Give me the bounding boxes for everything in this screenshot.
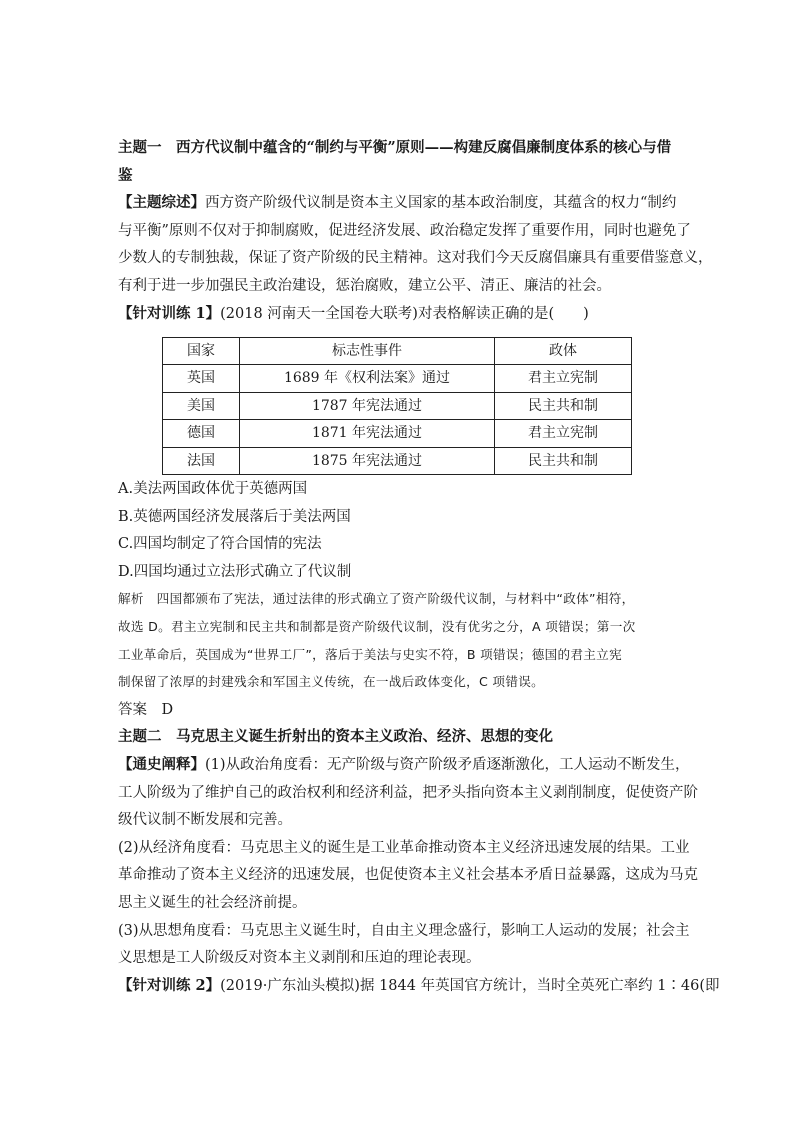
table-cell: 1689 年《权利法案》通过 [240, 365, 495, 393]
table-cell: 君主立宪制 [495, 420, 632, 448]
topic1-summary-line [118, 191, 678, 215]
table-header-cell: 标志性事件 [240, 337, 495, 365]
table-header-cell: 国家 [163, 337, 240, 365]
paragraph-text: 革命推动了资本主义经济的迅速发展，也促使资本主义社会基本矛盾日益暴露，这成为马克 [118, 867, 698, 884]
topic1-heading: 主题一 西方代议制中蕴含的“制约与平衡”原则——构建反腐倡廉制度体系的核心与借 [118, 139, 672, 156]
table-header-cell: 政体 [495, 337, 632, 365]
policy-table [162, 337, 632, 476]
table-cell: 1787 年宪法通过 [240, 392, 495, 420]
summary-label: 【主题综述】 [118, 194, 205, 212]
table-row [163, 365, 632, 393]
exercise1-question-line [118, 302, 678, 326]
document-page [118, 136, 720, 1001]
table-cell: 1871 年宪法通过 [240, 420, 495, 448]
analysis-text: 工业革命后，英国成为“世界工厂”，落后于美法与史实不符，B 项错误；德国的君主立宪 [118, 646, 622, 662]
analysis-text: 解析 四国都颁布了宪法，通过法律的形式确立了资产阶级代议制，与材料中“政体”相符， [118, 591, 635, 607]
option-b: B.英德两国经济发展落后于美法两国 [118, 508, 351, 525]
paragraph-text: 级代议制不断发展和完善。 [118, 812, 292, 829]
exercise1-label: 【针对训练 1】 [118, 304, 221, 322]
analysis-text: 故选 D。君主立宪制和民主共和制都是资产阶级代议制，没有优劣之分，A 项错误；第一次 [118, 619, 636, 635]
paragraph-text: (3)从思想角度看：马克思主义诞生时，自由主义理念盛行，影响工人运动的发展；社会主 [118, 922, 690, 939]
summary-text: 西方资产阶级代议制是资本主义国家的基本政治制度，其蕴含的权力“制约 [205, 195, 677, 212]
exercise2-line [118, 974, 720, 998]
table-row [163, 420, 632, 448]
paragraph-text: 思主义诞生的社会经济前提。 [118, 894, 307, 911]
exercise2-text: (2019·广东汕头模拟)据 1844 年英国官方统计，当时全英死亡率约 1∶46(即 [220, 977, 720, 994]
table-cell: 民主共和制 [495, 392, 632, 420]
table-cell: 美国 [163, 392, 240, 420]
table-cell: 英国 [163, 365, 240, 393]
exercise1-question: (2018 河南天一全国卷大联考)对表格解读正确的是( ) [220, 305, 589, 322]
history-label: 【通史阐释】 [118, 756, 205, 773]
exercise2-label: 【针对训练 2】 [118, 976, 221, 994]
option-d: D.四国均通过立法形式确立了代议制 [118, 563, 352, 580]
option-c: C.四国均制定了符合国情的宪法 [118, 536, 322, 553]
topic1-heading-cont: 鉴 [118, 166, 133, 184]
table-row [163, 392, 632, 420]
paragraph-text: 义思想是工人阶级反对资本主义剥削和压迫的理论表现。 [118, 950, 481, 967]
analysis-block [118, 587, 678, 694]
table-header-row [163, 337, 632, 365]
table-cell: 民主共和制 [495, 447, 632, 475]
paragraph-text: 工人阶级为了维护自己的政治权利和经济利益，把矛头指向资本主义剥削制度，促使资产阶 [118, 784, 698, 801]
paragraph-text: (1)从政治角度看：无产阶级与资产阶级矛盾逐渐激化，工人运动不断发生， [205, 757, 690, 773]
table-cell: 1875 年宪法通过 [240, 447, 495, 475]
summary-text: 有利于进一步加强民主政治建设，惩治腐败，建立公平、清正、廉洁的社会。 [118, 277, 611, 294]
table-cell: 法国 [163, 447, 240, 475]
table-row [163, 447, 632, 475]
option-a: A.美法两国政体优于英德两国 [118, 481, 308, 498]
table-cell: 君主立宪制 [495, 365, 632, 393]
summary-text: 与平衡”原则不仅对于抑制腐败，促进经济发展、政治稳定发挥了重要作用，同时也避免了 [118, 222, 691, 239]
analysis-text: 制保留了浓厚的封建残余和军国主义传统，在一战后政体变化，C 项错误。 [118, 674, 544, 690]
paragraph-text: (2)从经济角度看：马克思主义的诞生是工业革命推动资本主义经济迅速发展的结果。工业 [118, 839, 690, 856]
summary-text: 少数人的专制独裁，保证了资产阶级的民主精神。这对我们今天反腐倡廉具有重要借鉴意义， [118, 250, 713, 267]
topic2-p1-line [118, 753, 690, 777]
topic2-heading: 主题二 马克思主义诞生折射出的资本主义政治、经济、思想的变化 [118, 728, 553, 746]
table-cell: 德国 [163, 420, 240, 448]
answer: 答案 D [118, 701, 174, 718]
